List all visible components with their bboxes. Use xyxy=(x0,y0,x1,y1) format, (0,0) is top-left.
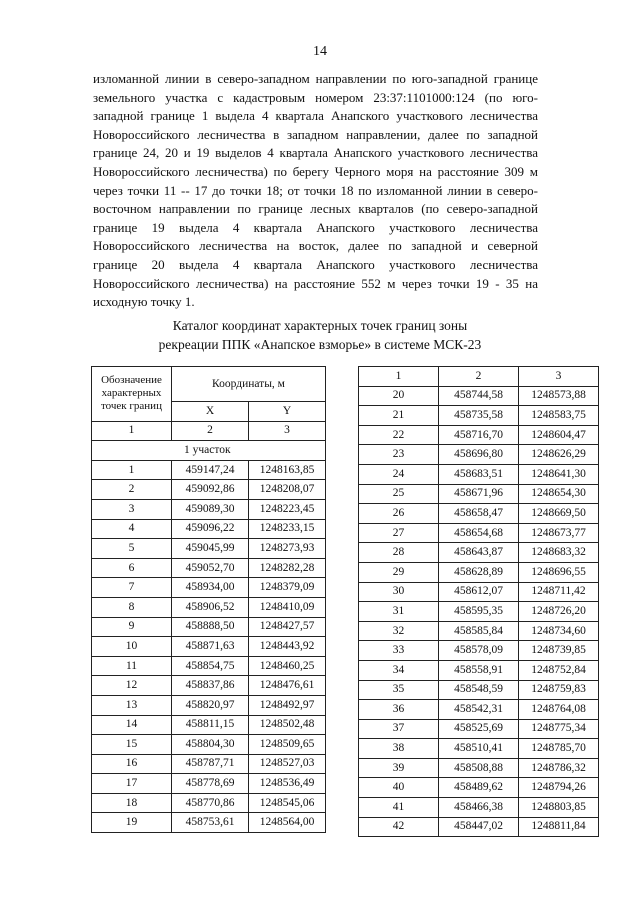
point-number-cell: 4 xyxy=(92,519,172,539)
y-coordinate-cell: 1248654,30 xyxy=(519,484,599,504)
index-cell: 1 xyxy=(92,421,172,441)
point-number-cell: 20 xyxy=(359,386,439,406)
point-number-cell: 30 xyxy=(359,582,439,602)
table-row xyxy=(92,578,326,598)
y-coordinate-cell: 1248509,65 xyxy=(249,735,326,755)
x-coordinate-cell: 458888,50 xyxy=(172,617,249,637)
y-coordinate-cell: 1248583,75 xyxy=(519,406,599,426)
point-number-cell: 19 xyxy=(92,813,172,833)
table-row xyxy=(359,621,599,641)
point-number-cell: 16 xyxy=(92,754,172,774)
point-number-cell: 22 xyxy=(359,425,439,445)
table-row xyxy=(359,464,599,484)
point-number-cell: 41 xyxy=(359,798,439,818)
y-coordinate-cell: 1248786,32 xyxy=(519,758,599,778)
x-coordinate-cell: 458585,84 xyxy=(439,621,519,641)
table-row xyxy=(92,774,326,794)
y-coordinate-cell: 1248476,61 xyxy=(249,676,326,696)
y-coordinate-cell: 1248379,09 xyxy=(249,578,326,598)
point-number-cell: 24 xyxy=(359,464,439,484)
paragraph-line: через точки 11 -- 17 до точки 18; от точки 18 по изломанной линии в северо- xyxy=(93,182,538,198)
x-coordinate-cell: 459092,86 xyxy=(172,480,249,500)
point-number-cell: 6 xyxy=(92,558,172,578)
left-table-body xyxy=(92,460,326,832)
x-coordinate-cell: 458837,86 xyxy=(172,676,249,696)
x-coordinate-cell: 458770,86 xyxy=(172,793,249,813)
point-number-cell: 11 xyxy=(92,656,172,676)
coordinates-table-right xyxy=(358,366,599,837)
x-coordinate-cell: 458628,89 xyxy=(439,562,519,582)
y-coordinate-cell: 1248726,20 xyxy=(519,602,599,622)
x-coordinate-cell: 459089,30 xyxy=(172,499,249,519)
paragraph-line: Новороссийского лесничества) по берегу Черного моря на расстояние 309 м xyxy=(93,163,538,179)
x-coordinate-cell: 458558,91 xyxy=(439,660,519,680)
paragraph-line: границе 24, 20 и 19 выделов 4 квартала Анапского участкового лесничества xyxy=(93,145,538,161)
point-number-cell: 14 xyxy=(92,715,172,735)
y-coordinate-cell: 1248163,85 xyxy=(249,460,326,480)
table-row xyxy=(92,519,326,539)
x-coordinate-cell: 458744,58 xyxy=(439,386,519,406)
paragraph-line: границе 20 выдела 4 квартала Анапского участкового лесничества xyxy=(93,256,538,272)
y-coordinate-cell: 1248811,84 xyxy=(519,817,599,837)
paragraph-line: восточном направлении по границе лесных кварталов (по северо-западной xyxy=(93,201,538,217)
header-y: Y xyxy=(249,402,326,422)
table-row xyxy=(359,523,599,543)
y-coordinate-cell: 1248502,48 xyxy=(249,715,326,735)
point-number-cell: 12 xyxy=(92,676,172,696)
table-row xyxy=(92,735,326,755)
table-row xyxy=(359,660,599,680)
y-coordinate-cell: 1248573,88 xyxy=(519,386,599,406)
table-row xyxy=(92,793,326,813)
y-coordinate-cell: 1248545,06 xyxy=(249,793,326,813)
y-coordinate-cell: 1248564,00 xyxy=(249,813,326,833)
x-coordinate-cell: 458508,88 xyxy=(439,758,519,778)
index-cell: 2 xyxy=(439,367,519,387)
x-coordinate-cell: 458612,07 xyxy=(439,582,519,602)
point-number-cell: 17 xyxy=(92,774,172,794)
y-coordinate-cell: 1248785,70 xyxy=(519,739,599,759)
table-row xyxy=(92,813,326,833)
y-coordinate-cell: 1248626,29 xyxy=(519,445,599,465)
point-number-cell: 26 xyxy=(359,504,439,524)
point-number-cell: 8 xyxy=(92,597,172,617)
y-coordinate-cell: 1248683,32 xyxy=(519,543,599,563)
table-row xyxy=(92,676,326,696)
x-coordinate-cell: 459045,99 xyxy=(172,539,249,559)
point-number-cell: 7 xyxy=(92,578,172,598)
y-coordinate-cell: 1248233,15 xyxy=(249,519,326,539)
x-coordinate-cell: 458854,75 xyxy=(172,656,249,676)
y-coordinate-cell: 1248536,49 xyxy=(249,774,326,794)
y-coordinate-cell: 1248223,45 xyxy=(249,499,326,519)
table-row xyxy=(92,617,326,637)
point-number-cell: 21 xyxy=(359,406,439,426)
x-coordinate-cell: 459147,24 xyxy=(172,460,249,480)
x-coordinate-cell: 458542,31 xyxy=(439,700,519,720)
right-table-body xyxy=(359,386,599,837)
x-coordinate-cell: 458934,00 xyxy=(172,578,249,598)
y-coordinate-cell: 1248443,92 xyxy=(249,637,326,657)
point-number-cell: 37 xyxy=(359,719,439,739)
x-coordinate-cell: 459096,22 xyxy=(172,519,249,539)
x-coordinate-cell: 459052,70 xyxy=(172,558,249,578)
y-coordinate-cell: 1248641,30 xyxy=(519,464,599,484)
table-row xyxy=(359,504,599,524)
point-number-cell: 3 xyxy=(92,499,172,519)
table-row xyxy=(359,484,599,504)
table-row xyxy=(92,539,326,559)
table-row xyxy=(359,817,599,837)
point-number-cell: 9 xyxy=(92,617,172,637)
table-row xyxy=(359,680,599,700)
table-row xyxy=(359,406,599,426)
table-caption xyxy=(0,316,640,354)
y-coordinate-cell: 1248734,60 xyxy=(519,621,599,641)
y-coordinate-cell: 1248282,28 xyxy=(249,558,326,578)
y-coordinate-cell: 1248273,93 xyxy=(249,539,326,559)
table-row xyxy=(359,602,599,622)
y-coordinate-cell: 1248759,83 xyxy=(519,680,599,700)
index-cell: 2 xyxy=(172,421,249,441)
x-coordinate-cell: 458525,69 xyxy=(439,719,519,739)
x-coordinate-cell: 458683,51 xyxy=(439,464,519,484)
x-coordinate-cell: 458447,02 xyxy=(439,817,519,837)
table-row xyxy=(359,386,599,406)
x-coordinate-cell: 458787,71 xyxy=(172,754,249,774)
paragraph-line: границе 19 выдела 4 квартала Анапского участкового лесничества xyxy=(93,219,538,235)
x-coordinate-cell: 458735,58 xyxy=(439,406,519,426)
y-coordinate-cell: 1248208,07 xyxy=(249,480,326,500)
point-number-cell: 31 xyxy=(359,602,439,622)
x-coordinate-cell: 458658,47 xyxy=(439,504,519,524)
point-number-cell: 35 xyxy=(359,680,439,700)
x-coordinate-cell: 458753,61 xyxy=(172,813,249,833)
point-number-cell: 18 xyxy=(92,793,172,813)
table-row xyxy=(92,637,326,657)
x-coordinate-cell: 458716,70 xyxy=(439,425,519,445)
point-number-cell: 40 xyxy=(359,778,439,798)
paragraph-line: земельного участка с кадастровым номером 23:37:1101000:124 (по юго- xyxy=(93,89,538,105)
table-row xyxy=(359,758,599,778)
y-coordinate-cell: 1248764,08 xyxy=(519,700,599,720)
y-coordinate-cell: 1248460,25 xyxy=(249,656,326,676)
section-label: 1 участок xyxy=(92,441,326,461)
index-cell: 1 xyxy=(359,367,439,387)
table-row xyxy=(359,543,599,563)
y-coordinate-cell: 1248673,77 xyxy=(519,523,599,543)
header-point-designation: Обозначение характерных точек границ xyxy=(92,367,172,422)
table-row xyxy=(359,562,599,582)
x-coordinate-cell: 458696,80 xyxy=(439,445,519,465)
paragraph-line: западной границе 1 выдела 4 квартала Анапского участкового лесничества xyxy=(93,108,538,124)
body-paragraph xyxy=(93,70,538,312)
table-row xyxy=(92,695,326,715)
point-number-cell: 5 xyxy=(92,539,172,559)
table-row xyxy=(92,558,326,578)
point-number-cell: 2 xyxy=(92,480,172,500)
y-coordinate-cell: 1248427,57 xyxy=(249,617,326,637)
x-coordinate-cell: 458654,68 xyxy=(439,523,519,543)
point-number-cell: 42 xyxy=(359,817,439,837)
y-coordinate-cell: 1248669,50 xyxy=(519,504,599,524)
table-row xyxy=(92,754,326,774)
x-coordinate-cell: 458820,97 xyxy=(172,695,249,715)
x-coordinate-cell: 458671,96 xyxy=(439,484,519,504)
y-coordinate-cell: 1248604,47 xyxy=(519,425,599,445)
x-coordinate-cell: 458906,52 xyxy=(172,597,249,617)
y-coordinate-cell: 1248527,03 xyxy=(249,754,326,774)
x-coordinate-cell: 458548,59 xyxy=(439,680,519,700)
table-row xyxy=(359,700,599,720)
table-row xyxy=(92,480,326,500)
header-coordinates: Координаты, м xyxy=(172,367,326,402)
page-number: 14 xyxy=(313,44,327,59)
table-row xyxy=(92,715,326,735)
x-coordinate-cell: 458871,63 xyxy=(172,637,249,657)
x-coordinate-cell: 458778,69 xyxy=(172,774,249,794)
point-number-cell: 34 xyxy=(359,660,439,680)
table-row xyxy=(359,641,599,661)
caption-line-2: рекреации ППК «Анапское взморье» в системе МСК-23 xyxy=(158,337,482,352)
y-coordinate-cell: 1248492,97 xyxy=(249,695,326,715)
header-x: X xyxy=(172,402,249,422)
point-number-cell: 38 xyxy=(359,739,439,759)
point-number-cell: 10 xyxy=(92,637,172,657)
point-number-cell: 25 xyxy=(359,484,439,504)
table-row xyxy=(359,798,599,818)
point-number-cell: 23 xyxy=(359,445,439,465)
y-coordinate-cell: 1248752,84 xyxy=(519,660,599,680)
table-row xyxy=(359,445,599,465)
y-coordinate-cell: 1248739,85 xyxy=(519,641,599,661)
x-coordinate-cell: 458643,87 xyxy=(439,543,519,563)
table-row xyxy=(359,582,599,602)
y-coordinate-cell: 1248410,09 xyxy=(249,597,326,617)
paragraph-line: Новороссийского лесничества на восток, далее по западной и северной xyxy=(93,238,538,254)
x-coordinate-cell: 458804,30 xyxy=(172,735,249,755)
y-coordinate-cell: 1248696,55 xyxy=(519,562,599,582)
x-coordinate-cell: 458595,35 xyxy=(439,602,519,622)
point-number-cell: 39 xyxy=(359,758,439,778)
x-coordinate-cell: 458578,09 xyxy=(439,641,519,661)
x-coordinate-cell: 458466,38 xyxy=(439,798,519,818)
point-number-cell: 36 xyxy=(359,700,439,720)
index-cell: 3 xyxy=(519,367,599,387)
point-number-cell: 28 xyxy=(359,543,439,563)
coordinates-table-left xyxy=(91,366,326,833)
table-row xyxy=(92,656,326,676)
table-row xyxy=(92,597,326,617)
paragraph-line: исходную точку 1. xyxy=(93,294,195,310)
x-coordinate-cell: 458811,15 xyxy=(172,715,249,735)
point-number-cell: 13 xyxy=(92,695,172,715)
table-row xyxy=(359,778,599,798)
point-number-cell: 1 xyxy=(92,460,172,480)
table-row xyxy=(92,460,326,480)
table-row xyxy=(92,499,326,519)
y-coordinate-cell: 1248803,85 xyxy=(519,798,599,818)
point-number-cell: 33 xyxy=(359,641,439,661)
paragraph-line: изломанной линии в северо-западном направлении по юго-западной границе xyxy=(93,71,538,86)
point-number-cell: 29 xyxy=(359,562,439,582)
caption-line-1: Каталог координат характерных точек границ зоны xyxy=(172,318,468,333)
x-coordinate-cell: 458510,41 xyxy=(439,739,519,759)
index-cell: 3 xyxy=(249,421,326,441)
paragraph-line: Новороссийского лесничества) на расстояние 552 м через точки 19 - 35 на xyxy=(93,275,538,291)
table-row xyxy=(359,719,599,739)
y-coordinate-cell: 1248794,26 xyxy=(519,778,599,798)
point-number-cell: 32 xyxy=(359,621,439,641)
paragraph-line: Новороссийского лесничества в западном направлении, далее по западной xyxy=(93,126,538,142)
x-coordinate-cell: 458489,62 xyxy=(439,778,519,798)
y-coordinate-cell: 1248711,42 xyxy=(519,582,599,602)
point-number-cell: 27 xyxy=(359,523,439,543)
table-row xyxy=(359,425,599,445)
table-row xyxy=(359,739,599,759)
y-coordinate-cell: 1248775,34 xyxy=(519,719,599,739)
point-number-cell: 15 xyxy=(92,735,172,755)
